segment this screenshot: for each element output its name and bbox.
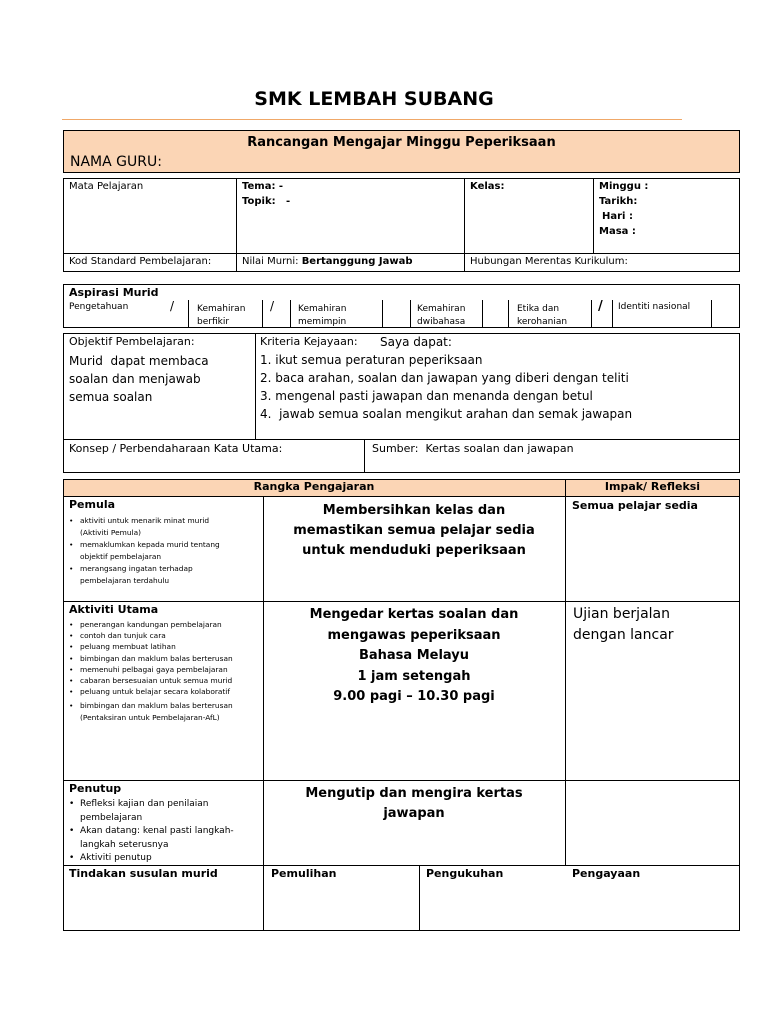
objektif-text: Murid dapat membaca soalan dan menjawab semua soalan <box>69 354 209 404</box>
aspirasi-item-label: Identiti nasional <box>618 302 691 312</box>
aktiviti-content: Mengedar kertas soalan dan mengawas peperiksaan Bahasa Melayu 1 jam setengah 9.00 pagi – 10.30 pagi <box>309 607 519 704</box>
penutup-list <box>67 798 234 866</box>
aspirasi-title: Aspirasi Murid <box>69 286 159 299</box>
nama-guru-label: NAMA GURU: <box>70 154 162 170</box>
aspirasi-item-mark: / <box>170 299 175 313</box>
hubungan-label: Hubungan Merentas Kurikulum: <box>470 256 628 267</box>
kriteria-item: 4. jawab semua soalan mengikut arahan dan semak jawapan <box>260 407 633 421</box>
aktiviti-title: Aktiviti Utama <box>69 603 159 616</box>
topik-label: Topik: - <box>242 196 291 207</box>
sumber-label: Sumber: <box>372 442 419 455</box>
sumber-value: Kertas soalan dan jawapan <box>425 442 574 455</box>
pemula-impak: Semua pelajar sedia <box>572 499 698 512</box>
list-item: • penerangan kandungan pembelajaran <box>67 619 233 630</box>
list-item: • peluang untuk belajar secara kolaboratif <box>67 686 233 697</box>
pengayaan-label: Pengayaan <box>572 867 641 880</box>
objektif-label: Objektif Pembelajaran: <box>69 335 195 348</box>
pemula-list <box>67 515 220 587</box>
masa-label: Masa : <box>599 226 636 237</box>
aktiviti-impak: Ujian berjalan dengan lancar <box>573 606 674 643</box>
hari-label: Hari : <box>602 211 633 222</box>
pengukuhan-label: Pengukuhan <box>426 867 504 880</box>
konsep-label: Konsep / Perbendaharaan Kata Utama: <box>69 442 283 455</box>
list-item: • aktiviti untuk menarik minat murid (Aktiviti Pemula) <box>67 515 220 539</box>
nilai-murni <box>242 257 412 267</box>
tema-label: Tema: - <box>242 181 284 192</box>
kriteria-item: 1. ikut semua peraturan peperiksaan <box>260 353 483 367</box>
header-title: Rancangan Mengajar Minggu Peperiksaan <box>247 135 556 150</box>
impak-header: Impak/ Refleksi <box>604 480 701 493</box>
aspirasi-item-label: Kemahiran dwibahasa <box>417 304 466 327</box>
aspirasi-item-mark: / <box>270 299 275 313</box>
list-item: • bimbingan dan maklum balas berterusan <box>67 653 233 664</box>
kriteria-item: 2. baca arahan, soalan dan jawapan yang diberi dengan teliti <box>260 371 629 385</box>
nilai-murni-value: Bertanggung Jawab <box>301 256 413 267</box>
tindakan-label: Tindakan susulan murid <box>69 867 218 880</box>
aspirasi-item-mark: / <box>598 299 603 314</box>
pemula-title: Pemula <box>69 498 116 511</box>
kod-standard-label: Kod Standard Pembelajaran: <box>69 256 212 267</box>
kriteria-item: 3. mengenal pasti jawapan dan menanda dengan betul <box>260 389 593 403</box>
kriteria-label: Kriteria Kejayaan: <box>260 335 358 348</box>
aspirasi-item-label: Kemahiran memimpin <box>298 304 347 327</box>
penutup-content: Mengutip dan mengira kertas jawapan <box>305 786 523 821</box>
list-item: • memaklumkan kepada murid tentang objektif pembelajaran <box>67 539 220 563</box>
list-item: • peluang membuat latihan <box>67 641 233 652</box>
nilai-murni-label: Nilai Murni: <box>242 256 302 267</box>
pemulihan-label: Pemulihan <box>271 867 337 880</box>
mata-pelajaran-label: Mata Pelajaran <box>69 181 144 192</box>
list-item: • Refleksi kajian dan penilaian pembelajaran <box>67 798 234 825</box>
list-item: • memenuhi pelbagai gaya pembelajaran <box>67 664 233 675</box>
minggu-label: Minggu : <box>599 181 649 192</box>
kriteria-saya: Saya dapat: <box>380 335 452 349</box>
aspirasi-item-label: Pengetahuan <box>69 302 129 312</box>
list-item: • Aktiviti penutup <box>67 852 234 866</box>
title-rule <box>62 119 682 120</box>
aspirasi-item-label: Etika dan kerohanian <box>517 304 568 327</box>
school-title: SMK LEMBAH SUBANG <box>254 88 494 110</box>
pemula-content: Membersihkan kelas dan memastikan semua pelajar sedia untuk menduduki peperiksaan <box>293 503 535 558</box>
list-item: • merangsang ingatan terhadap pembelajaran terdahulu <box>67 563 220 587</box>
aspirasi-item-label: Kemahiran berfikir <box>197 304 246 327</box>
sumber <box>372 443 574 454</box>
kelas-label: Kelas: <box>470 181 505 192</box>
list-item: • bimbingan dan maklum balas berterusan (Pentaksiran untuk Pembelajaran-AfL) <box>67 700 233 722</box>
list-item: • Akan datang: kenal pasti langkah- langkah seterusnya <box>67 825 234 852</box>
list-item: • contoh dan tunjuk cara <box>67 630 233 641</box>
aktiviti-list <box>67 619 233 723</box>
list-item: • cabaran bersesuaian untuk semua murid <box>67 675 233 686</box>
tarikh-label: Tarikh: <box>599 196 638 207</box>
penutup-title: Penutup <box>69 782 122 795</box>
rangka-header: Rangka Pengajaran <box>253 480 375 493</box>
